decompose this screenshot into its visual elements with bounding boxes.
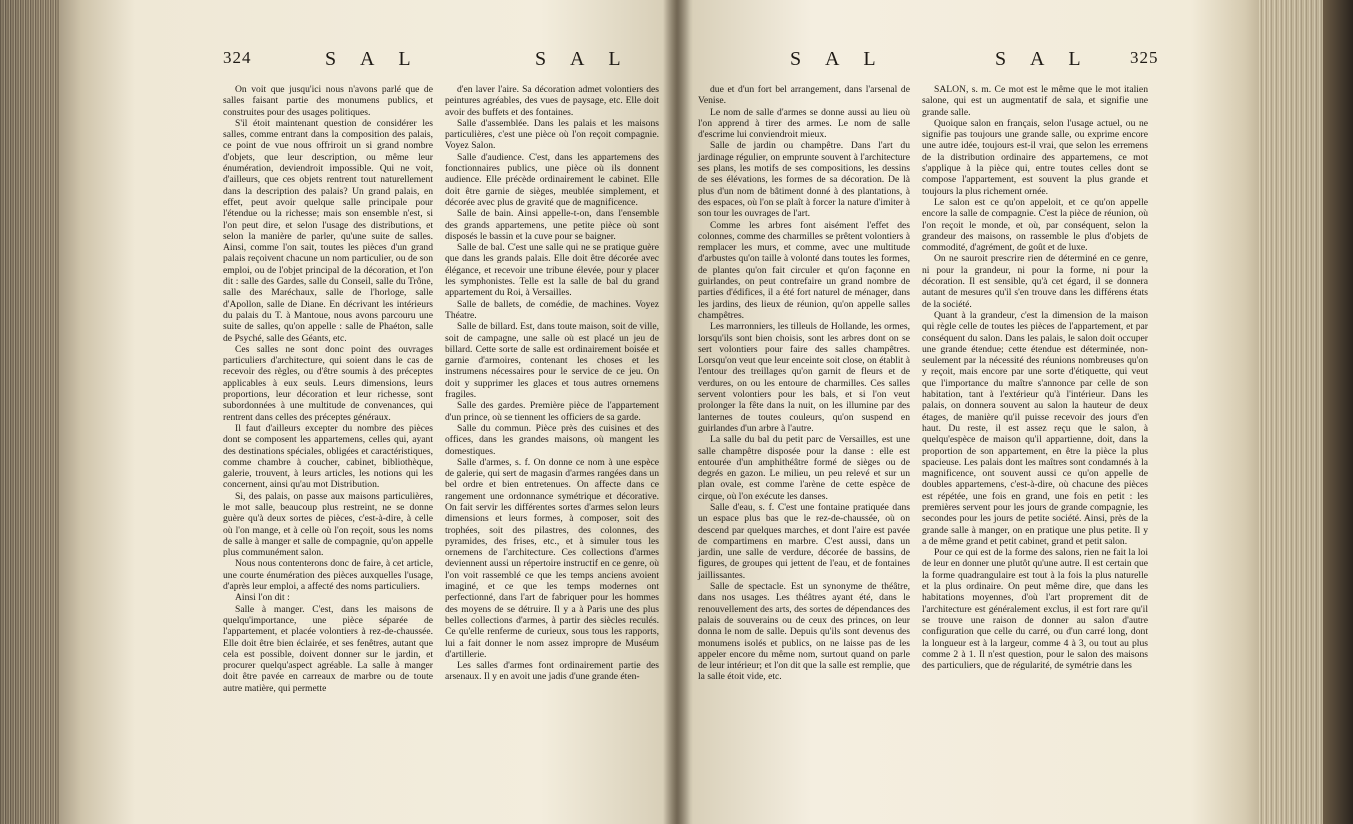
left-page bbox=[215, 0, 665, 824]
paragraph: Salle de jardin ou champêtre. Dans l'art du jardinage régulier, on emprunte souvent à l'architecture ses plans, les motifs de ses compositions, les dessins de ses élévations, les formes de sa décoration. De là plus d'un nom de bâtiment donné à des plantations, à des espaces, où l'on se plaît à forcer la nature d'imiter à son tour les ouvrages de l'art. bbox=[698, 140, 910, 220]
paragraph: Salle d'audience. C'est, dans les appartemens des fonctionnaires publics, une pièce où ils donnent audience. Elle précède ordinairement le cabinet. Elle doit être garnie de sièges, meublée simplement, et décorée avec plus de gravité que de magnificence. bbox=[445, 151, 659, 208]
paragraph: Les salles d'armes font ordinairement partie des arsenaux. Il y en avoit une jadis d'une grande éten- bbox=[445, 660, 659, 683]
paragraph: Pour ce qui est de la forme des salons, rien ne fait la loi de leur en donner une plutôt qu'une autre. Il est certain que la forme quadrangulaire est tout à la fois la plus naturelle et la plus ordinaire. On peut même dire, que dans les habitations moyennes, d'où l'art proprement dit de l'architecture est généralement exclus, il est fort rare qu'il se trouve une raison de donner au salon d'autre configuration que celle du carré, ou d'un carré long, dont la longueur est à la largeur, comme 4 à 3, ou tout au plus comme 2 à 1. Il n'est question, pour le salon des maisons des particuliers, que de régularité, de symétrie dans les bbox=[922, 547, 1148, 672]
book-cover-edge bbox=[1323, 0, 1353, 824]
paragraph: Salle de bal. C'est une salle qui ne se pratique guère que dans les grands palais. Elle doit être décorée avec élégance, et recevoir une tribune élevée, pour y placer les symphonistes. Telle est la salle de bal du grand appartement du Roi, à Versailles. bbox=[445, 242, 659, 299]
paragraph: Comme les arbres font aisément l'effet des colonnes, comme des charmilles se prêtent volontiers à remplacer les murs, et comme, avec une multitude d'arbustes qu'on taille à volonté dans toutes les formes, de plantes qu'on fait circuler et qu'on façonne en guirlandes, on peut contrefaire un grand nombre de parties d'édifices, il a été fort naturel de ménager, dans les jardins, des lieux de réunion, qu'on appelle salles champêtres. bbox=[698, 219, 910, 321]
left-page-column-2 bbox=[445, 84, 659, 683]
paragraph: On ne sauroit prescrire rien de déterminé en ce genre, ni pour la grandeur, ni pour la forme, ni pour la décoration. Il est sensible, qu'à cet égard, il se donnera autant de mesures qu'il s'en trouve dans les différens états de la société. bbox=[922, 253, 1148, 310]
paragraph: Salle du commun. Pièce près des cuisines et des offices, dans les grandes maisons, où mangent les domestiques. bbox=[445, 422, 659, 457]
paragraph: Salle d'armes, s. f. On donne ce nom à une espèce de galerie, qui sert de magasin d'armes rangées dans un bel ordre et bien entretenues. On affecte dans ce rangement une ordonnance symétrique et décorative. On fait servir les différentes sortes d'armes selon leurs dimensions et leurs formes, à composer, soit des trophées, soit des pilastres, des colonnes, des pyramides, des frises, etc., et à simuler tous les ornemens de l'architecture. Ces collections d'armes deviennent aussi un répertoire instructif en ce genre, où l'on voit rassemblé ce que les temps anciens avoient imaginé, et ce que les temps modernes ont perfectionné, dans l'art de fabriquer pour les hommes des moyens de se détruire. Il y a à Paris une des plus belles collections d'armes, à partir des siècles reculés. Ce qu'elle renferme de curieux, sous tous les rapports, lui a fait donner le nom assez impropre de Muséum d'artillerie. bbox=[445, 456, 659, 660]
left-page-header bbox=[215, 48, 665, 78]
paragraph: Salle d'assemblée. Dans les palais et les maisons particulières, c'est une pièce où l'on reçoit compagnie. Voyez Salon. bbox=[445, 117, 659, 152]
paragraph: Salle des gardes. Première pièce de l'appartement d'un prince, où se tiennent les officiers de sa garde. bbox=[445, 400, 659, 423]
left-page-column-1 bbox=[223, 84, 433, 694]
paragraph: Nous nous contenterons donc de faire, à cet article, une courte énumération des pièces auxquelles l'usage, d'après leur emploi, a affecté des noms particuliers. bbox=[223, 558, 433, 593]
book-gutter bbox=[663, 0, 693, 824]
paragraph: d'en laver l'aire. Sa décoration admet volontiers des peintures agréables, des vues de paysage, etc. Elle doit avoir des buffets et des fontaines. bbox=[445, 84, 659, 118]
paragraph: Salle de bain. Ainsi appelle-t-on, dans l'ensemble des grands appartemens, une petite pièce où sont disposés le bassin et la cuve pour se baigner. bbox=[445, 208, 659, 242]
paragraph: Il faut d'ailleurs excepter du nombre des pièces dont se composent les appartemens, celles qui, ayant des destinations spéciales, obligées et caractéristiques, comme chambre à coucher, cabinet, bibliothèque, galerie, trouvent, à leurs articles, les notions qui les concernent, ainsi qu'au mot Distribution. bbox=[223, 422, 433, 491]
paragraph: Le nom de salle d'armes se donne aussi au lieu où l'on apprend à tirer des armes. Le nom de salle d'escrime lui conviendroit mieux. bbox=[698, 106, 910, 141]
paragraph: La salle du bal du petit parc de Versailles, est une salle champêtre disposée pour la danse : elle est entourée d'un amphithéâtre formé de sièges ou de degrés en gazon. Le milieu, un peu relevé et sur un plan ovale, est comme l'arène de cette espèce de cirque, où l'on exécute les danses. bbox=[698, 434, 910, 502]
paragraph: SALON, s. m. Ce mot est le même que le mot italien salone, qui est un augmentatif de sala, et signifie une grande salle. bbox=[922, 84, 1148, 118]
running-head: S A L bbox=[995, 48, 1091, 70]
paragraph: due et d'un fort bel arrangement, dans l'arsenal de Venise. bbox=[698, 84, 910, 107]
paragraph: Salle d'eau, s. f. C'est une fontaine pratiquée dans un espace plus bas que le rez-de-chaussée, où on descend par quelques marches, et dont l'aire est pavée de compartimens en marbre. C'est aussi, dans un jardin, une salle de verdure, décorée de bassins, de figures, de groupes qui jettent de l'eau, et de fontaines jaillissantes. bbox=[698, 501, 910, 581]
running-head: S A L bbox=[790, 48, 886, 70]
paragraph: Salle de ballets, de comédie, de machines. Voyez Théatre. bbox=[445, 298, 659, 321]
paragraph: Ces salles ne sont donc point des ouvrages particuliers d'architecture, qui soient dans le cas de recevoir des règles, ou d'être soumis à des préceptes applicables à eux seuls. Leurs dimensions, leurs proportions, leur décoration et leur richesse, sont subordonnées à une multitude de convenances, qui rentrent dans celles des préceptes généraux. bbox=[223, 343, 433, 423]
running-head: S A L bbox=[535, 48, 631, 70]
right-page-column-1 bbox=[698, 84, 910, 683]
paragraph: On voit que jusqu'ici nous n'avons parlé que de salles faisant partie des monumens publics, et construites pour des usages politiques. bbox=[223, 84, 433, 118]
paragraph: S'il étoit maintenant question de considérer les salles, comme entrant dans la composition des palais, ce point de vue nous offriroit un si grand nombre d'objets, que leur description, ou même leur énumération, deviendroit impossible. Qui ne voit, d'ailleurs, que ces objets rentrent tout naturellement dans la description des palais? Un grand palais, en effet, peut avoir quelque salle principale pour l'étendue ou la richesse; mais son ensemble n'est, si l'on peut dire, et selon l'usage des distributions, et selon la manière de parler, qu'une suite de salles. Ainsi, comme l'on sait, toutes les pièces d'un grand palais reçoivent chacune un nom particulier, ou de son emploi, ou de l'objet principal de la décoration, et l'on dit : salle des Gardes, salle du Conseil, salle du Trône, salle des Maréchaux, salle de l'horloge, salle d'Apollon, salle de Diane. En décrivant les intérieurs du palais du T. à Mantoue, nous avons parcouru une suite de salles, qu'on appelle : salle de Phaéton, salle de Psyché, salle des Géants, etc. bbox=[223, 117, 433, 344]
paragraph: Ainsi l'on dit : bbox=[235, 592, 290, 604]
paragraph: Quant à la grandeur, c'est la dimension de la maison qui règle celle de toutes les pièces de l'appartement, et par conséquent du salon. Dans les palais, le salon doit occuper une grande étendue; cette étendue est déterminée, non-seulement par la nécessité des réunions nombreuses qu'on y reçoit, mais encore par une sorte d'étiquette, qui veut que l'importance du maître s'annonce par celle de son habitation, tant à l'extérieur qu'à l'intérieur. Dans les palais, on donnera souvent au salon la hauteur de deux étages, de manière qu'il puisse recevoir des jours d'en haut. Du reste, il est assez reçu que le salon, à quelqu'espèce de maison qu'il appartienne, doit, dans la proportion de son appartement, en être la pièce la plus spacieuse. Les palais dont les maîtres sont condamnés à la magnificence, ont souvent aussi ce qu'on appelle de doubles appartemens, c'est-à-dire, où chacune des pièces est répétée, une fois en grand, une fois en petit : les premières servent pour les jours de grande compagnie, les secondes pour les jours de petite société. Ainsi, près de la grande salle à manger, on en pratique une plus petite. Il y a de même grand et petit cabinet, grand et petit salon. bbox=[922, 309, 1148, 547]
running-head: S A L bbox=[325, 48, 421, 70]
right-page bbox=[690, 0, 1220, 824]
page-number: 325 bbox=[1130, 48, 1159, 67]
paragraph: Le salon est ce qu'on appeloit, et ce qu'on appelle encore la salle de compagnie. C'est la pièce de réunion, où l'on reçoit le monde, et où, par conséquent, selon la grandeur des maisons, on rassemble le plus d'objets de commodité, d'agrément, de goût et de luxe. bbox=[922, 196, 1148, 254]
right-page-header bbox=[690, 48, 1220, 78]
paragraph: Si, des palais, on passe aux maisons particulières, le mot salle, beaucoup plus restreint, ne se donne guère qu'à deux sortes de pièces, c'est-à-dire, à celle où l'on mange, et à celle où l'on reçoit, sous les noms de salle à manger et salle de compagnie, qu'on appelle plus communément salon. bbox=[223, 490, 433, 559]
paragraph: Salle à manger. C'est, dans les maisons de quelqu'importance, une pièce séparée de l'appartement, et placée volontiers à rez-de-chaussée. Elle doit être bien éclairée, et ses fenêtres, autant que cela est possible, doivent donner sur le jardin, et procurer quelqu'aspect agréable. La salle à manger doit être pavée en carreaux de marbre ou de toute autre matière, qui permette bbox=[223, 603, 433, 694]
left-page-edges bbox=[0, 0, 60, 824]
page-number: 324 bbox=[223, 48, 252, 67]
right-page-column-2 bbox=[922, 84, 1148, 671]
paragraph: Quoique salon en français, selon l'usage actuel, ou ne signifie pas toujours une grande salle, ou exprime encore une autre idée, toujours est-il vrai, que selon les erremens de la distribution ordinaire des appartemens, ce mot s'applique à la pièce qui, entre toutes celles dont se compose l'appartement, est souvent la plus grande et toujours la plus richement ornée. bbox=[922, 117, 1148, 197]
paragraph: Salle de spectacle. Est un synonyme de théâtre, dans nos usages. Les théâtres ayant été, dans le renouvellement des arts, des sortes de dépendances des palais de souverains ou de ceux des princes, on leur donna le nom de salle. Depuis qu'ils sont devenus des monumens isolés et publics, on ne laisse pas de les appeler encore du même nom, surtout quand on parle de leur intérieur; et l'on dit que la salle est remplie, que la salle étoit vide, etc. bbox=[698, 581, 910, 683]
paragraph: Salle de billard. Est, dans toute maison, soit de ville, soit de campagne, une salle où est placé un jeu de billard. Cette sorte de salle est ordinairement boisée et garnie d'armoires, contenant les choses et les instrumens nécessaires pour le service de ce jeu. On doit y supprimer les glaces et tous autres ornemens fragiles. bbox=[445, 321, 659, 401]
paragraph: Les marronniers, les tilleuls de Hollande, les ormes, lorsqu'ils sont bien choisis, sont les arbres dont on se sert volontiers pour faire des salles champêtres. Lorsqu'on veut que leur enceinte soit close, on établit à l'entour des treillages qu'on garnit de fleurs et de verdures, on ou les entoure de charmilles. Ces salles servent volontiers pour les bals, et si l'on veut prolonger la fête dans la nuit, on les illumine par des lanternes de toutes couleurs, qu'on suspend en guirlandes d'un arbre à l'autre. bbox=[698, 321, 910, 434]
